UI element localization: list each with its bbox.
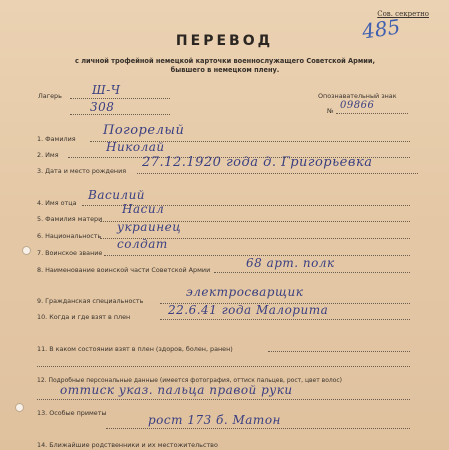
field-line-condition: [268, 351, 410, 352]
field-value-birth: 27.12.1920 года д. Григорьевка: [142, 155, 373, 170]
field-value-personal-data: оттиск указ. пальца правой руки: [60, 383, 293, 397]
field-line-birth: [137, 173, 418, 174]
field-line-special-marks: [106, 428, 410, 429]
field-label-nationality: 6. Национальность: [37, 232, 102, 240]
field-value-surname: Погорелый: [103, 123, 185, 138]
tag-value: 09866: [340, 100, 375, 111]
field-line-condition-2: [37, 366, 410, 367]
field-label-personal-data: 12. Подробные персональные данные (имеется фотография, оттиск пальцев, рост, цвет волос): [37, 377, 343, 384]
field-label-special-marks: 13. Особые приметы: [37, 409, 107, 417]
field-value-unit: 68 арт. полк: [246, 256, 335, 270]
field-label-unit: 8. Наименование воинской части Советской Армии: [37, 266, 211, 274]
subtitle: [60, 57, 390, 75]
margin-note: 485: [360, 14, 402, 44]
subtitle-line-1: с личной трофейной немецкой карточки военнослужащего Советской Армии,: [74, 57, 376, 65]
field-value-mother-surname: Насил: [122, 202, 165, 216]
field-line-personal-data: [37, 399, 410, 400]
subtitle-line-2: бывшего в немецком плену.: [170, 66, 280, 74]
punch-hole-top: [22, 246, 31, 255]
field-label-captured: 10. Когда и где взят в плен: [37, 313, 131, 321]
camp-line-top: [70, 98, 170, 99]
field-value-captured: 22.6.41 года Малорита: [168, 303, 329, 317]
field-value-father-name: Василий: [88, 188, 146, 202]
field-value-first-name: Николай: [106, 140, 165, 154]
field-value-civil-specialty: электросварщик: [186, 285, 304, 299]
camp-line-bottom: [70, 114, 170, 115]
tag-prefix: №: [327, 107, 334, 115]
field-value-rank: солдат: [117, 237, 168, 251]
field-value-special-marks: рост 173 б. Матон: [148, 413, 281, 427]
field-value-nationality: украинец: [117, 220, 182, 234]
field-label-civil-specialty: 9. Гражданская специальность: [37, 297, 144, 305]
field-line-captured: [160, 319, 410, 320]
field-label-rank: 7. Воинское звание: [37, 249, 103, 257]
secret-stamp: Сов. секретно: [377, 10, 429, 18]
field-label-mother-surname: 5. Фамилия матери: [37, 215, 103, 223]
tag-label: Опознавательный знак: [318, 92, 397, 100]
page-title: ПЕРЕВОД: [175, 33, 274, 49]
field-label-birth: 3. Дата и место рождения: [37, 167, 127, 175]
camp-value-top: Ш-Ч: [92, 83, 121, 97]
field-label-condition: 11. В каком состоянии взят в плен (здоров, болен, ранен): [37, 345, 233, 353]
field-label-surname: 1. Фамилия: [37, 135, 76, 143]
field-line-unit: [214, 272, 410, 273]
camp-value-bottom: 308: [90, 100, 115, 114]
tag-line: [336, 113, 408, 114]
punch-hole-bottom: [15, 403, 24, 412]
field-label-father-name: 4. Имя отца: [37, 199, 77, 207]
camp-label: Лагерь: [38, 92, 62, 100]
field-label-first-name: 2. Имя: [37, 151, 59, 159]
field-label-relatives: 14. Ближайшие родственники и их местожительство: [37, 441, 218, 449]
